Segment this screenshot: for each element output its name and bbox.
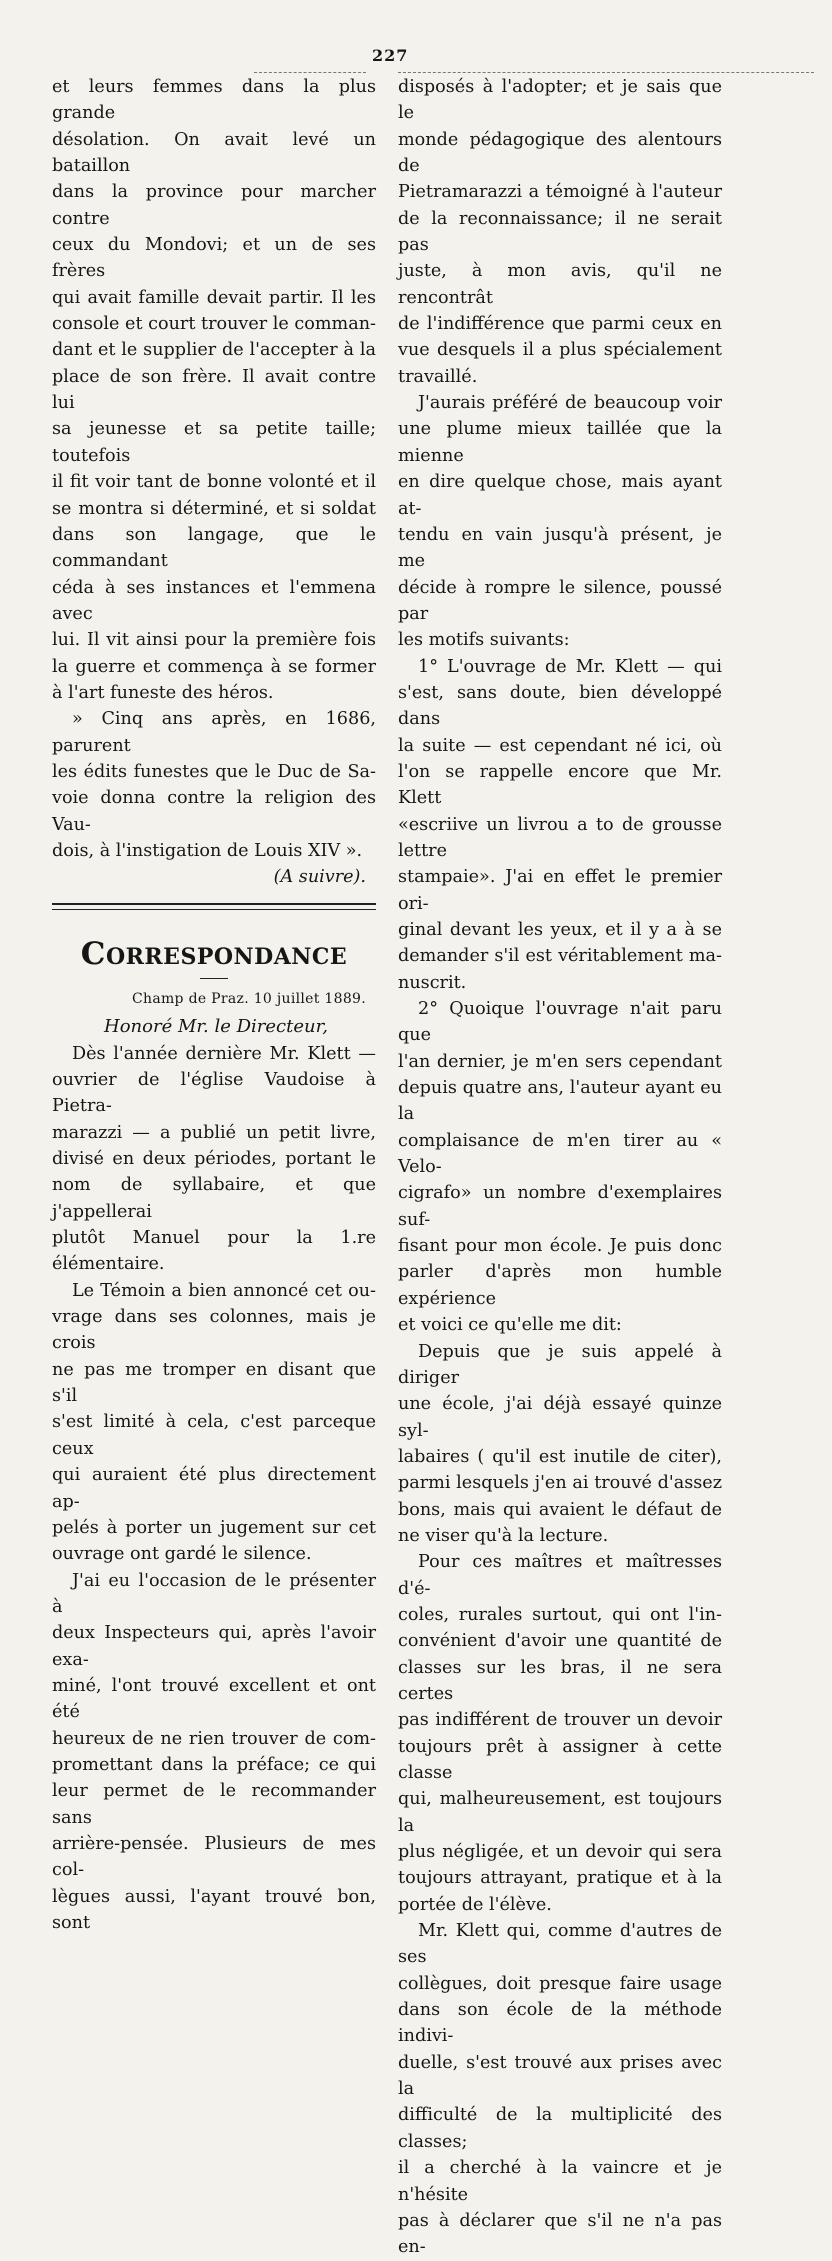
text-line: et leurs femmes dans la plus grande <box>52 77 376 124</box>
text-line: stampaie». J'ai en effet le premier ori- <box>398 867 722 914</box>
text-line: collègues, doit presque faire usage <box>398 1973 722 1994</box>
text-line: bons, mais qui avaient le défaut de <box>398 1499 722 1520</box>
text-line: parmi lesquels j'en ai trouvé d'assez <box>398 1473 722 1494</box>
text-line: portée de l'élève. <box>398 1894 552 1915</box>
text-line: divisé en deux périodes, portant le <box>52 1149 376 1170</box>
text-line: et voici ce qu'elle me dit: <box>398 1315 622 1336</box>
text-line: la suite — est cependant né ici, où <box>398 735 722 756</box>
text-line: à l'art funeste des héros. <box>52 682 274 703</box>
text-line: pas indifférent de trouver un devoir <box>398 1710 722 1731</box>
left-column <box>52 74 376 1936</box>
letter-paragraph <box>398 74 722 390</box>
text-line: travaillé. <box>398 366 478 387</box>
text-line: décide à rompre le silence, poussé par <box>398 577 722 624</box>
text-line: 1° L'ouvrage de Mr. Klett — qui <box>418 656 722 677</box>
text-line: disposés à l'adopter; et je sais que le <box>398 77 722 124</box>
text-line: il fit voir tant de bonne volonté et il <box>52 472 376 493</box>
text-line: l'on se rappelle encore que Mr. Klett <box>398 761 722 809</box>
text-line: J'aurais préféré de beaucoup voir <box>418 393 722 414</box>
text-line: il a cherché à la vaincre et je n'hésite <box>398 2158 722 2205</box>
page-number: 227 <box>372 46 409 65</box>
text-line: une école, j'ai déjà essayé quinze syl- <box>398 1394 722 1441</box>
letter-paragraph <box>398 654 722 996</box>
to-be-continued: (A suivre). <box>273 867 366 888</box>
text-line: qui, malheureusement, est toujours la <box>398 1789 722 1836</box>
header-rule-left <box>254 72 366 73</box>
text-line: coles, rurales surtout, qui ont l'in- <box>398 1604 722 1625</box>
text-line: s'est, sans doute, bien développé dans <box>398 682 722 730</box>
text-line: désolation. On avait levé un bataillon <box>52 129 376 177</box>
text-line: juste, à mon avis, qu'il ne rencontrât <box>398 261 722 308</box>
text-line: lègues aussi, l'ayant trouvé bon, sont <box>52 1886 376 1933</box>
text-line: Mr. Klett qui, comme d'autres de ses <box>398 1921 722 1968</box>
quote-paragraph <box>52 706 376 864</box>
text-line: ginal devant les yeux, et il y a à se <box>398 920 722 940</box>
text-line: se montra si déterminé, et si soldat <box>52 498 376 519</box>
text-line: de l'indifférence que parmi ceux en <box>398 314 722 335</box>
letter-paragraph <box>52 1278 376 1568</box>
letter-paragraph <box>398 996 722 1338</box>
text-line: la guerre et commença à se former <box>52 656 376 677</box>
text-line: parler d'après mon humble expérience <box>398 1262 722 1309</box>
text-line: toujours prêt à assigner à cette classe <box>398 1736 722 1783</box>
text-line: dans son langage, que le commandant <box>52 524 376 572</box>
text-line: lui. Il vit ainsi pour la première fois <box>52 630 376 651</box>
text-line: toujours attrayant, pratique et à la <box>398 1868 722 1889</box>
text-line: Le Témoin a bien annoncé cet ou- <box>72 1280 376 1301</box>
text-line: difficulté de la multiplicité des classes; <box>398 2105 722 2152</box>
text-line: cigrafo» un nombre d'exemplaires suf- <box>398 1183 722 1230</box>
letter-salutation: Honoré Mr. le Directeur, <box>104 1015 328 1037</box>
text-line: Pour ces maîtres et maîtresses d'é- <box>398 1552 722 1599</box>
text-line: duelle, s'est trouvé aux prises avec la <box>398 2052 722 2100</box>
section-title: Correspondance <box>80 935 348 972</box>
right-column <box>398 74 722 2261</box>
text-line: plutôt Manuel pour la 1.re élémentaire. <box>52 1228 376 1275</box>
letter-paragraph <box>52 1041 376 1278</box>
text-line: deux Inspecteurs qui, après l'avoir exa- <box>52 1623 376 1670</box>
text-line: place de son frère. Il avait contre lui <box>52 366 376 414</box>
text-line: fisant pour mon école. Je puis donc <box>398 1236 722 1257</box>
text-line: voie donna contre la religion des Vau- <box>52 788 376 835</box>
section-divider <box>52 903 376 910</box>
text-line: 2° Quoique l'ouvrage n'ait paru que <box>398 999 722 1046</box>
text-line: complaisance de m'en tirer au « Velo- <box>398 1130 722 1178</box>
letter-paragraph <box>52 1568 376 1937</box>
text-line: ouvrage ont gardé le silence. <box>52 1544 312 1565</box>
text-line: céda à ses instances et l'emmena avec <box>52 577 376 624</box>
text-line: Depuis que je suis appelé à diriger <box>398 1341 722 1388</box>
text-line: demander s'il est véritablement ma- <box>398 946 722 967</box>
text-line: labaires ( qu'il est inutile de citer), <box>398 1446 722 1467</box>
text-line: pas à déclarer que s'il ne n'a pas en- <box>398 2210 722 2258</box>
text-line: les motifs suivants: <box>398 630 570 651</box>
text-line: «escriive un livrou a to de grousse lettre <box>398 814 722 861</box>
text-line: l'an dernier, je m'en sers cependant <box>398 1051 722 1072</box>
text-line: sa jeunesse et sa petite taille; toutefois <box>52 419 376 466</box>
text-line: leur permet de le recommander sans <box>52 1781 376 1828</box>
text-line: les édits funestes que le Duc de Sa- <box>52 761 376 782</box>
text-line: classes sur les bras, il ne sera certes <box>398 1657 722 1704</box>
text-line: en dire quelque chose, mais ayant at- <box>398 472 722 519</box>
text-line: ne viser qu'à la lecture. <box>398 1525 609 1546</box>
text-line: qui auraient été plus directement ap- <box>52 1465 376 1512</box>
text-line: vue desquels il a plus spécialement <box>398 340 722 361</box>
header-rule-right <box>398 72 814 73</box>
text-line: dant et le supplier de l'accepter à la <box>52 340 376 361</box>
text-line: une plume mieux taillée que la mienne <box>398 419 722 466</box>
text-line: J'ai eu l'occasion de le présenter à <box>52 1570 376 1617</box>
text-line: miné, l'ont trouvé excellent et ont été <box>52 1675 376 1723</box>
text-line: console et court trouver le comman- <box>52 314 376 335</box>
text-line: arrière-pensée. Plusieurs de mes col- <box>52 1833 376 1881</box>
text-line: s'est limité à cela, c'est parceque ceux <box>52 1412 376 1459</box>
text-line: pelés à porter un jugement sur cet <box>52 1517 376 1538</box>
text-line: » Cinq ans après, en 1686, parurent <box>52 709 376 756</box>
text-line: tendu en vain jusqu'à présent, je me <box>398 524 722 572</box>
text-line: promettant dans la préface; ce qui <box>52 1754 376 1775</box>
letter-dateline: Champ de Praz. 10 juillet 1889. <box>132 990 366 1007</box>
text-line: dois, à l'instigation de Louis XIV ». <box>52 840 363 861</box>
text-line: Dès l'année dernière Mr. Klett — <box>72 1043 376 1064</box>
letter-paragraph <box>398 1339 722 1550</box>
text-line: ne pas me tromper en disant que s'il <box>52 1359 376 1407</box>
text-line: plus négligée, et un devoir qui sera <box>398 1842 722 1863</box>
text-line: marazzi — a publié un petit livre, <box>52 1122 376 1143</box>
text-line: convénient d'avoir une quantité de <box>398 1631 722 1652</box>
letter-paragraph <box>398 1549 722 1918</box>
continued-paragraph <box>52 74 376 706</box>
text-line: Pietramarazzi a témoigné à l'auteur <box>398 182 722 203</box>
text-line: ouvrier de l'église Vaudoise à Pietra- <box>52 1070 376 1117</box>
text-line: vrage dans ses colonnes, mais je crois <box>52 1307 376 1354</box>
text-line: dans la province pour marcher contre <box>52 182 376 229</box>
text-line: qui avait famille devait partir. Il les <box>52 287 376 308</box>
letter-paragraph <box>398 390 722 653</box>
text-line: ceux du Mondovi; et un de ses frères <box>52 235 376 282</box>
text-line: monde pédagogique des alentours de <box>398 129 722 177</box>
letter-paragraph <box>398 1918 722 2260</box>
text-line: heureux de ne rien trouver de com- <box>52 1728 376 1749</box>
text-line: nom de syllabaire, et que j'appellerai <box>52 1175 376 1222</box>
text-line: depuis quatre ans, l'auteur ayant eu la <box>398 1078 722 1125</box>
text-line: dans son école de la méthode indivi- <box>398 2000 722 2047</box>
text-line: nuscrit. <box>398 972 467 993</box>
text-line: de la reconnaissance; il ne serait pas <box>398 208 722 256</box>
title-underline <box>200 978 228 979</box>
